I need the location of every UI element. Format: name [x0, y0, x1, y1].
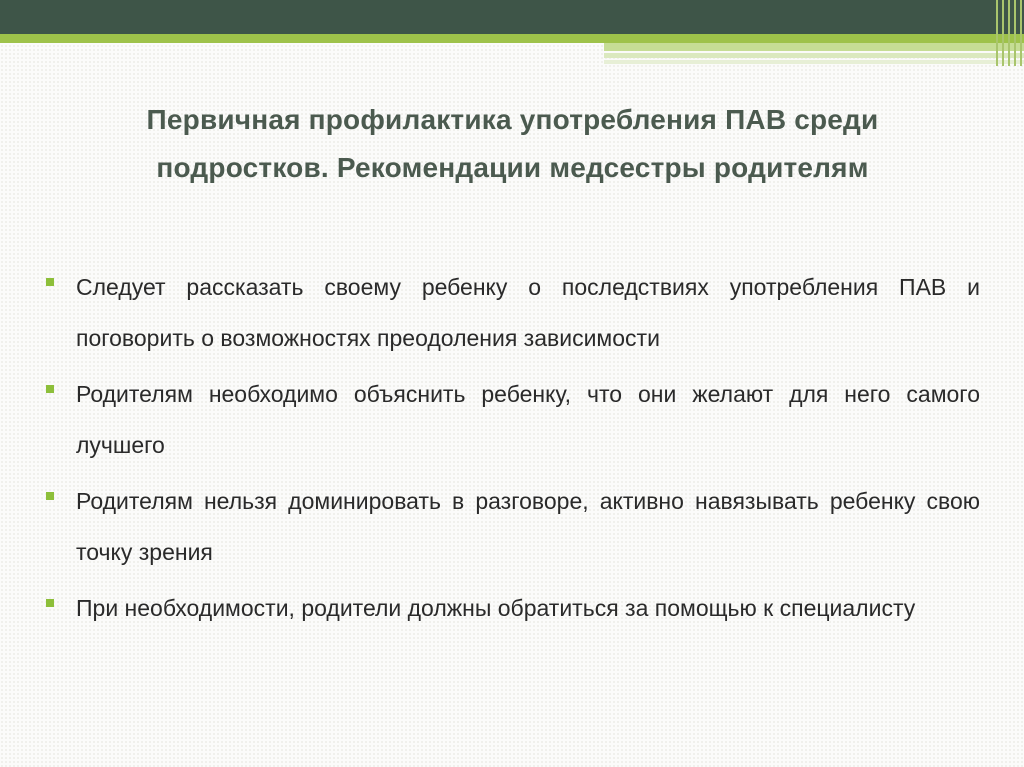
accent-stripe-lighter [604, 53, 1024, 58]
accent-stripe [0, 34, 1024, 43]
accent-stripe-light [604, 43, 1024, 51]
square-bullet-icon [46, 599, 54, 607]
top-bar [0, 0, 1024, 36]
bullet-list [46, 262, 980, 639]
title-line-2: подростков. Рекомендации медсестры родителям [156, 152, 869, 183]
list-item-text: Родителям нельзя доминировать в разговоре, активно навязывать ребенку свою точку зрения [76, 488, 980, 565]
list-item [46, 476, 980, 578]
accent-stripe-lightest [604, 60, 1024, 64]
title-line-1: Первичная профилактика употребления ПАВ среди [146, 104, 879, 135]
list-item-text: Следует рассказать своему ребенку о последствиях употребления ПАВ и поговорить о возможностях преодоления зависимости [76, 274, 980, 351]
square-bullet-icon [46, 492, 54, 500]
list-item [46, 583, 980, 634]
slide-title [40, 96, 985, 192]
list-item-text: Родителям необходимо объяснить ребенку, что они желают для него самого лучшего [76, 381, 980, 458]
list-item [46, 369, 980, 471]
list-item [46, 262, 980, 364]
square-bullet-icon [46, 278, 54, 286]
square-bullet-icon [46, 385, 54, 393]
corner-stripes [994, 0, 1024, 66]
list-item-text: При необходимости, родители должны обратиться за помощью к специалисту [76, 595, 916, 621]
